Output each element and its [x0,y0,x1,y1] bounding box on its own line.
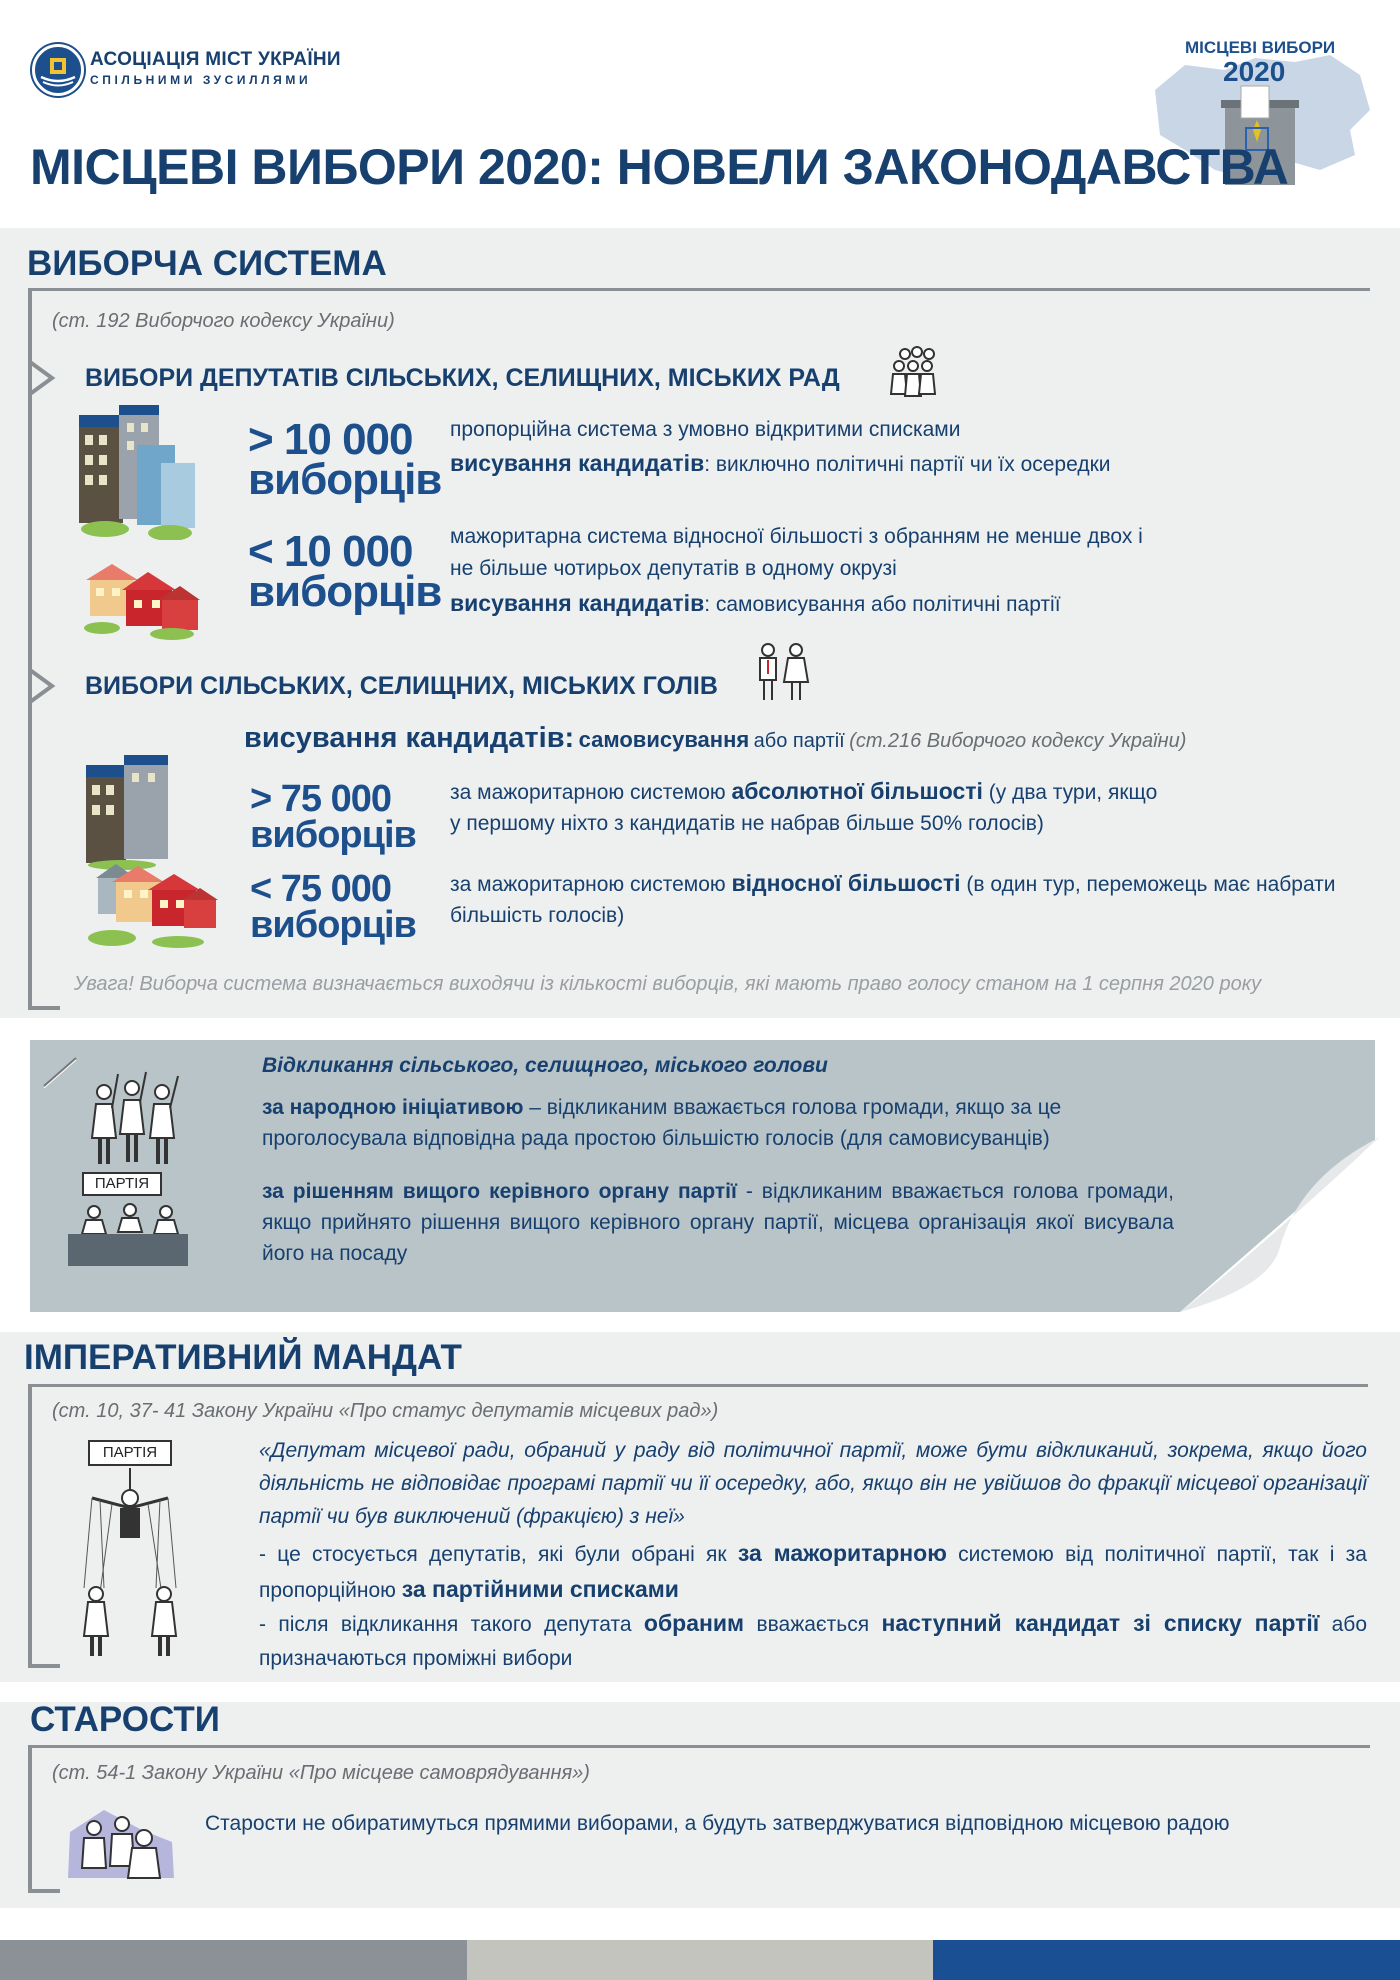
badge-year: 2020 [1223,56,1286,87]
heads-title: ВИБОРИ СІЛЬСЬКИХ, СЕЛИЩНИХ, МІСЬКИХ ГОЛІВ [85,672,718,700]
bracket-arrow-icon [28,360,58,396]
puppet-strings-icon [72,1468,212,1658]
heads-nomination-label: висування кандидатів: [244,722,575,754]
threshold-under-10000: < 10 000 [248,527,413,576]
threshold-unit: виборців [250,814,416,856]
nomination-label: висування кандидатів [450,590,705,616]
threshold-over-10000: > 10 000 [248,415,413,464]
mandate-p2-pre: - після відкликання такого депутата [259,1613,644,1636]
mandate-p1-bold2: за партійними списками [401,1576,679,1602]
section-bracket [28,1745,32,1893]
recall-item-popular-label: за народною ініціативою [262,1096,524,1119]
city-buildings-icon [75,405,205,540]
heads-nomination-rest: або партії [753,730,845,752]
village-houses-icon [82,560,202,640]
heads-under-pre: за мажоритарною системою [450,873,732,896]
mandate-p2-bold1: обраним [643,1610,745,1636]
village-houses-icon [82,860,222,950]
heads-nomination-bold: самовисування [578,727,750,752]
threshold-unit: виборців [248,567,442,616]
mandate-p1-pre: - це стосується депутатів, які були обрані як [259,1543,738,1566]
section-bracket-bottom [28,1889,60,1893]
mandate-paragraph1 [259,1536,1367,1608]
section-underline [28,1745,1370,1748]
heads-nomination [244,722,1186,755]
section-bracket [28,288,32,1010]
puppet-illustration [72,1440,212,1660]
recall-item-party-text: - відкликаним вважається голова громади, якщо прийнято рішення вищого керівного органу партії, місцева організація якої висувала його на посаду [262,1180,1174,1265]
threshold-under-75000: < 75 000 [250,868,391,910]
section-bracket [28,1384,32,1668]
heads-over-line1 [450,778,1157,805]
raised-hands-people-icon [82,1068,192,1168]
threshold-unit: виборців [250,904,416,946]
mandate-p1-mid: системою від політичної партії, так і за пропорційною [259,1543,1367,1602]
deputies-under-line3 [450,590,1061,617]
recall-title: Відкликання сільського, селищного, міського голови [262,1054,828,1077]
mandate-paragraph2 [259,1606,1367,1676]
heads-under-post: (в один тур, переможець має набрати [960,873,1336,896]
recall-item-party-label: за рішенням вищого керівного органу партії [262,1180,737,1203]
section-underline [28,288,1370,291]
org-logo [30,42,341,94]
threshold-over-75000: > 75 000 [250,778,391,820]
deputies-under-line1: мажоритарна система відносної більшості з обранням не менше двох і [450,525,1143,548]
heads-over-bold: абсолютної більшості [731,778,983,804]
heads-over-line2: у першому ніхто з кандидатів не набрав більше 50% голосів) [450,812,1044,835]
elders-title: СТАРОСТИ [30,1700,220,1739]
group-people-icon [885,344,945,406]
footer-bar-beige [467,1940,933,1980]
heads-under-line2: більшість голосів) [450,904,625,927]
mandate-p1-bold1: за мажоритарною [737,1540,947,1566]
nomination-text: : самовисування або політичні партії [704,593,1061,616]
elders-reference: (ст. 54-1 Закону України «Про місцеве самоврядування») [52,1762,590,1784]
badge-title: МІСЦЕВІ ВИБОРИ [1185,38,1336,57]
man-woman-icon [752,642,812,704]
pen-icon [40,1052,80,1092]
electoral-system-title: ВИБОРЧА СИСТЕМА [27,244,387,283]
footer-bar-gray [0,1940,467,1980]
recall-item-popular-text: – відкликаним вважається голова громади, якщо за це проголосувала відповідна рада простою більшістю голосів (для самовисуванців) [262,1096,1062,1150]
org-name: АСОЦІАЦІЯ МІСТ УКРАЇНИ [90,49,341,70]
org-slogan: СПІЛЬНИМИ ЗУСИЛЛЯМИ [90,73,312,87]
org-emblem-icon [32,44,84,96]
party-sign: ПАРТІЯ [82,1172,162,1196]
threshold-unit: виборців [248,455,442,504]
electoral-note: Увага! Виборча система визначається виходячи із кількості виборців, які мають право голосу станом на 1 серпня 2020 року [74,973,1262,995]
mandate-quote: «Депутат місцевої ради, обраний у раду від політичної партії, може бути відкликаний, зокрема, якщо його діяльність не відповідає програмі партії чи її осередку, або, якщо він не увійшов до фракції місцевої організації партії чи був виключений (фракцією) з неї» [259,1439,1367,1528]
page-title: МІСЦЕВІ ВИБОРИ 2020: НОВЕЛИ ЗАКОНОДАВСТВА [30,139,1289,195]
mandate-p2-mid: вважається [744,1613,882,1636]
party-sign: ПАРТІЯ [88,1440,172,1466]
mandate-title: ІМПЕРАТИВНИЙ МАНДАТ [24,1338,462,1377]
page-curl-icon [1180,1137,1380,1312]
recall-item-popular [262,1092,1174,1154]
elders-people-icon [64,1802,179,1882]
heads-under-bold: відносної більшості [731,870,961,896]
mandate-p2-bold2: наступний кандидат зі списку партії [881,1610,1320,1636]
nomination-label: висування кандидатів [450,450,705,476]
elders-text: Старости не обиратимуться прямими виборами, а будуть затверджуватися відповідною місцевою радою [205,1812,1230,1835]
heads-over-pre: за мажоритарною системою [450,781,732,804]
bracket-arrow-icon [28,668,58,704]
deputies-title: ВИБОРИ ДЕПУТАТІВ СІЛЬСЬКИХ, СЕЛИЩНИХ, МІСЬКИХ РАД [85,364,840,392]
mandate-reference: (ст. 10, 37- 41 Закону України «Про статус депутатів місцевих рад») [52,1400,719,1422]
party-members-icon [66,1198,191,1268]
deputies-over-line2 [450,450,1111,477]
party-table-illustration [66,1170,191,1270]
footer-bar-blue [933,1940,1400,1980]
deputies-over-line1: пропорційна система з умовно відкритими списками [450,418,961,441]
heads-over-post: (у два тури, якщо [982,781,1158,804]
mandate-p2-post: або призначаються проміжні вибори [259,1613,1367,1670]
section-bracket-bottom [28,1006,60,1010]
electoral-reference: (ст. 192 Виборчого кодексу України) [52,310,395,332]
heads-under-line1 [450,870,1336,897]
section-bracket-bottom [28,1664,60,1668]
section-underline [28,1384,1368,1387]
deputies-under-line2: не більше чотирьох депутатів в одному окрузі [450,557,897,580]
city-buildings-icon [82,755,192,870]
recall-item-party [262,1176,1174,1269]
nomination-text: : виключно політичні партії чи їх осередки [704,453,1111,476]
heads-nomination-ref: (ст.216 Виборчого кодексу України) [849,730,1187,752]
